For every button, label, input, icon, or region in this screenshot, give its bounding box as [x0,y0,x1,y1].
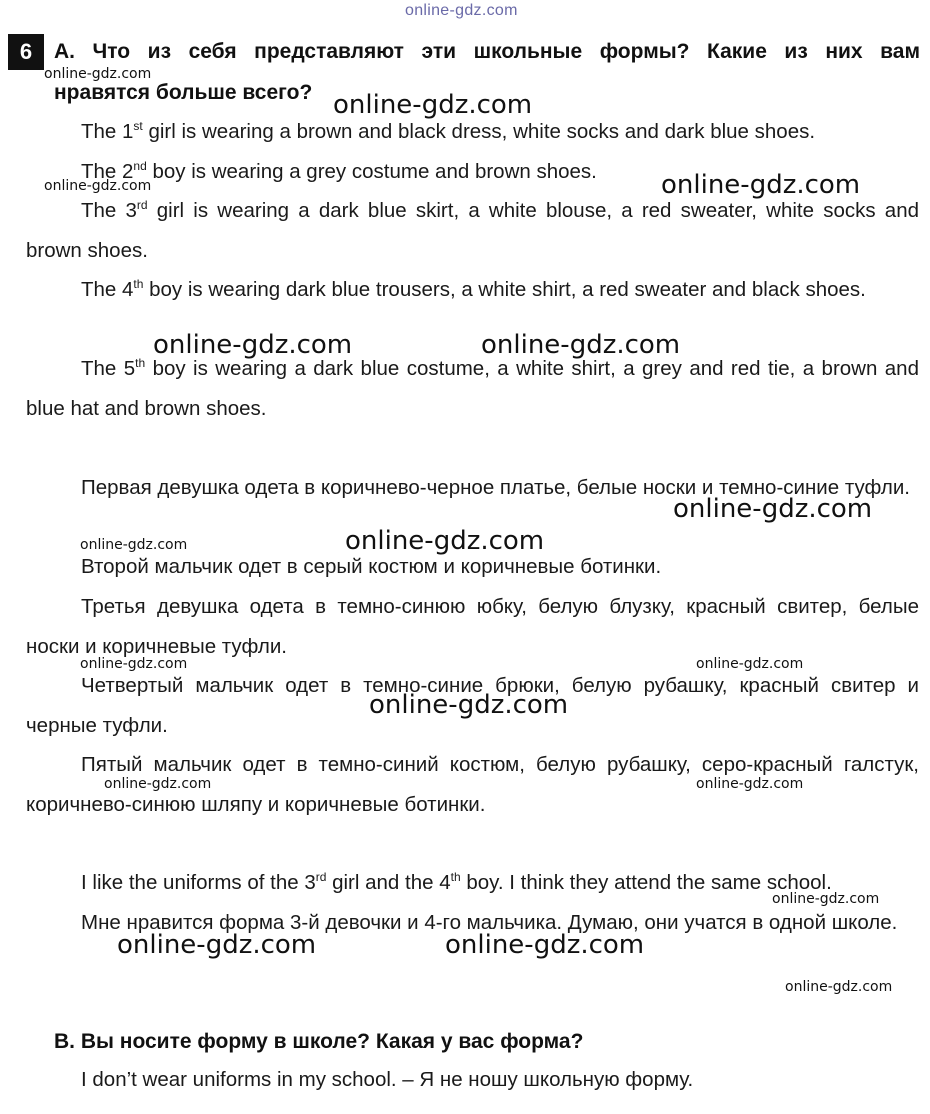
preference-russian: Мне нравится форма 3-й девочки и 4-го мальчика. Думаю, они учатся в одной школе. [81,911,898,934]
english-line-5: The 5th boy is wearing a dark blue costume, a white shirt, a grey and red tie, a brown and blue hat and brown shoes. [26,356,919,420]
watermark: online-gdz.com [44,178,152,194]
watermark: online-gdz.com [369,690,569,720]
watermark: online-gdz.com [80,537,188,553]
english-line-3: The 3rd girl is wearing a dark blue skirt, a white blouse, a red sweater, white socks and brown shoes. [26,198,920,262]
watermark: online-gdz.com [785,979,893,995]
watermark: online-gdz.com [661,170,861,200]
english-line-2: The 2nd boy is wearing a grey costume and brown shoes. [81,159,597,183]
watermark: online-gdz.com [153,330,353,360]
russian-line-2: Второй мальчик одет в серый костюм и коричневые ботинки. [81,555,662,578]
watermark: online-gdz.com [445,930,645,960]
watermark: online-gdz.com [696,776,804,792]
watermark: online-gdz.com [696,656,804,672]
section-b-heading: B. Вы носите форму в школе? Какая у вас форма? [54,1030,584,1053]
watermark: online-gdz.com [117,930,317,960]
exercise-number-badge: 6 [8,34,44,70]
russian-line-1: Первая девушка одета в коричнево-черное платье, белые носки и темно-синие туфли. [81,476,910,499]
watermark: online-gdz.com [673,494,873,524]
section-a-heading-line2: нравятся больше всего? [54,81,313,104]
top-watermark: online-gdz.com [405,2,518,19]
section-a-heading-line1: А. Что из себя представляют эти школьные формы? Какие из них вам [54,40,920,63]
watermark: online-gdz.com [80,656,188,672]
watermark: online-gdz.com [345,526,545,556]
watermark: online-gdz.com [333,90,533,120]
russian-line-3: Третья девушка одета в темно-синюю юбку, белую блузку, красный свитер, белые носки и коричневые туфли. [26,595,919,658]
russian-line-4: Четвертый мальчик одет в темно-синие брюки, белую рубашку, красный свитер и черные туфли. [26,674,919,737]
watermark: online-gdz.com [772,891,880,907]
preference-english: I like the uniforms of the 3rd girl and the 4th boy. I think they attend the same school. [81,870,832,894]
watermark: online-gdz.com [44,66,152,82]
watermark: online-gdz.com [481,330,681,360]
english-line-4: The 4th boy is wearing dark blue trousers, a white shirt, a red sweater and black shoes. [81,277,866,301]
section-b-answer: I don’t wear uniforms in my school. – Я не ношу школьную форму. [81,1068,694,1091]
russian-line-5: Пятый мальчик одет в темно-синий костюм, белую рубашку, серо-красный галстук, коричнево-синюю шляпу и коричневые ботинки. [26,753,919,816]
watermark: online-gdz.com [104,776,212,792]
english-line-1: The 1st girl is wearing a brown and black dress, white socks and dark blue shoes. [81,119,816,143]
